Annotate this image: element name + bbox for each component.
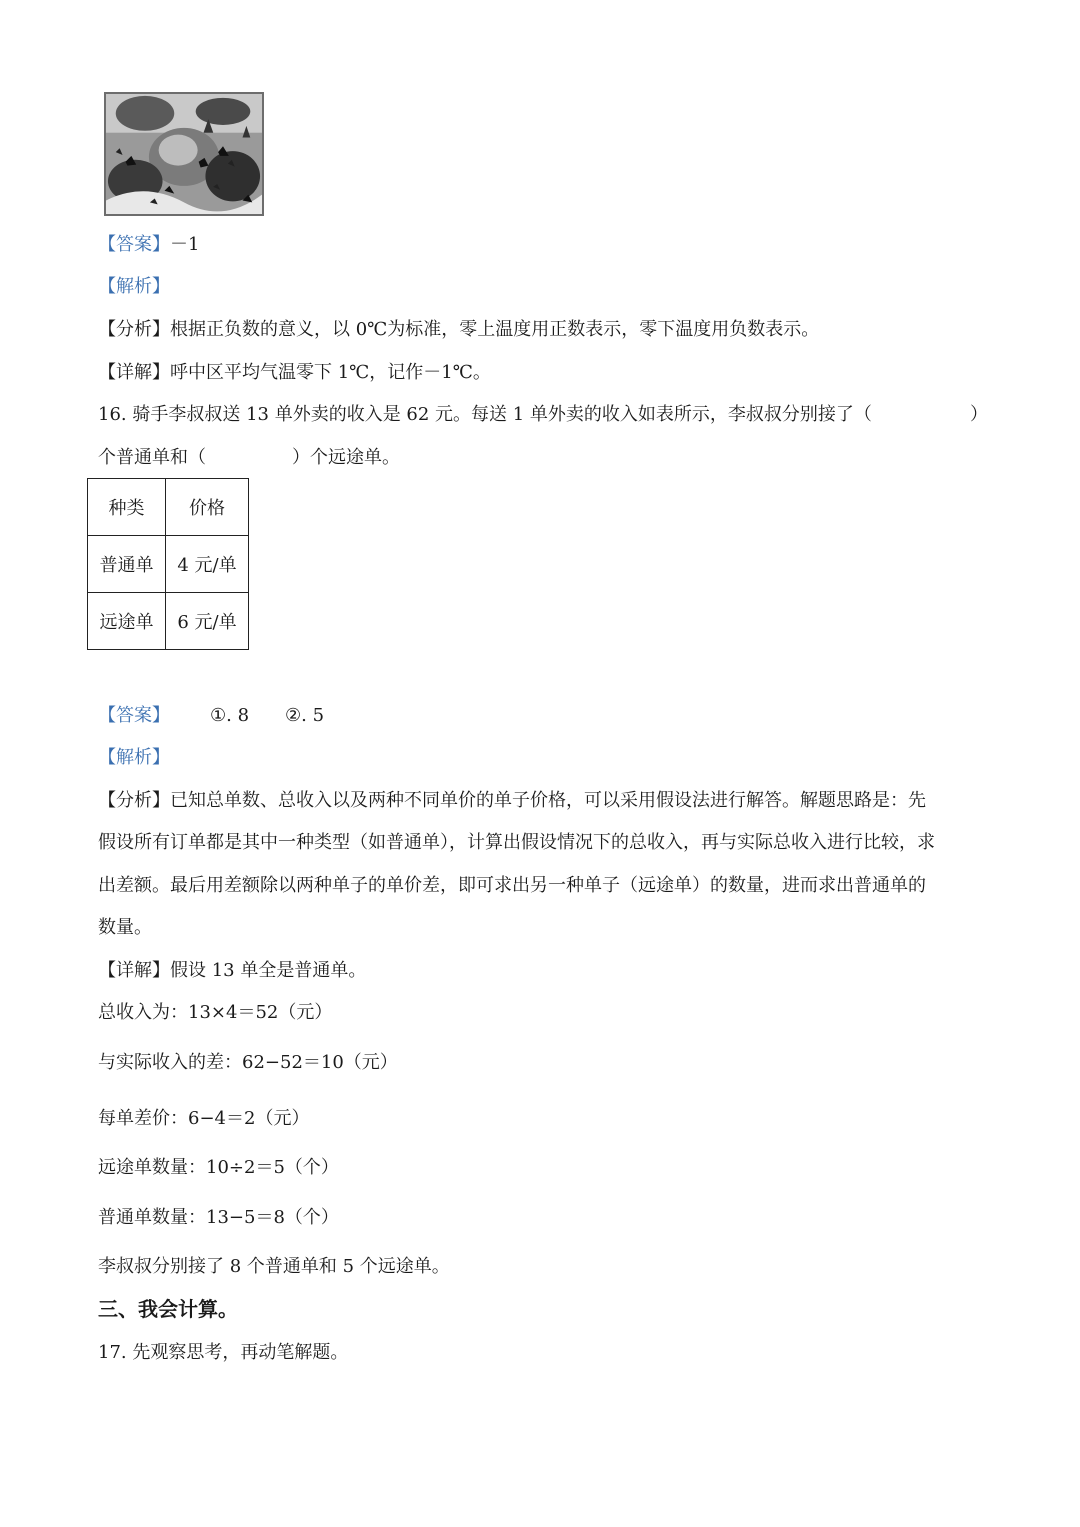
answer-2: ②. 5 <box>285 705 325 726</box>
q16-text: 16. 骑手李叔叔送 13 单外卖的收入是 62 元。每送 1 单外卖的收入如表所示，李叔叔分别接了（ <box>98 404 872 425</box>
answer-tag: 【答案】 <box>98 705 170 726</box>
answer-value: －1 <box>170 234 200 255</box>
xiangjie-text: 呼中区平均气温零下 1℃，记作－1℃。 <box>170 362 491 383</box>
solution-step: 总收入为：13×4＝52（元） <box>98 1002 333 1023</box>
q16-fenxi-line1 <box>98 789 926 813</box>
solution-step: 每单差价：6−4＝2（元） <box>98 1108 310 1129</box>
solution-step: 远途单数量：10÷2＝5（个） <box>98 1157 339 1178</box>
table-cell: 远途单 <box>88 593 166 650</box>
xiangjie-tag: 【详解】 <box>98 362 170 383</box>
table-header-row <box>88 479 249 536</box>
q16-fenxi-line2: 假设所有订单都是其中一种类型（如普通单），计算出假设情况下的总收入，再与实际总收入进行比较，求 <box>98 832 935 853</box>
q16-fenxi-line3: 出差额。最后用差额除以两种单子的单价差，即可求出另一种单子（远途单）的数量，进而求出普通单的 <box>98 875 926 896</box>
solution-conclusion: 李叔叔分别接了 8 个普通单和 5 个远途单。 <box>98 1256 450 1277</box>
fenxi-tag: 【分析】 <box>98 319 170 340</box>
q16-line2-b: ）个远途单。 <box>292 447 400 468</box>
answer-tag: 【答案】 <box>98 234 170 255</box>
section-heading: 三、我会计算。 <box>98 1297 238 1321</box>
answer-1: ①. 8 <box>210 705 250 726</box>
price-table <box>87 478 249 650</box>
xiangjie-tag: 【详解】 <box>98 960 170 981</box>
q16-line2 <box>98 446 400 470</box>
solution-step: 普通单数量：13−5＝8（个） <box>98 1207 339 1228</box>
table-cell: 4 元/单 <box>166 536 249 593</box>
prev-fenxi-line <box>98 318 819 342</box>
q16-answer-line <box>98 704 324 728</box>
prev-answer-line <box>98 233 199 257</box>
xiangjie-text: 假设 13 单全是普通单。 <box>170 960 367 981</box>
table-header-cell: 价格 <box>166 479 249 536</box>
q16-line2-a: 个普通单和（ <box>98 447 206 468</box>
fenxi-text: 已知总单数、总收入以及两种不同单价的单子价格，可以采用假设法进行解答。解题思路是：先 <box>170 790 926 811</box>
q16-blank1-close: ） <box>970 404 988 425</box>
table-header-cell: 种类 <box>88 479 166 536</box>
fenxi-tag: 【分析】 <box>98 790 170 811</box>
prev-xiangjie-line <box>98 361 491 385</box>
q16-fenxi-line4: 数量。 <box>98 917 152 938</box>
table-row <box>88 536 249 593</box>
snow-scene-photo <box>104 92 264 216</box>
table-row <box>88 593 249 650</box>
table-cell: 6 元/单 <box>166 593 249 650</box>
fenxi-text: 根据正负数的意义，以 0℃为标准，零上温度用正数表示，零下温度用负数表示。 <box>170 319 820 340</box>
q16-line1 <box>98 403 872 427</box>
analysis-tag: 【解析】 <box>98 747 170 768</box>
analysis-tag: 【解析】 <box>98 276 170 297</box>
q17-text: 17. 先观察思考，再动笔解题。 <box>98 1342 349 1363</box>
q16-xiangjie-line <box>98 959 366 983</box>
solution-step: 与实际收入的差：62−52＝10（元） <box>98 1052 398 1073</box>
table-cell: 普通单 <box>88 536 166 593</box>
